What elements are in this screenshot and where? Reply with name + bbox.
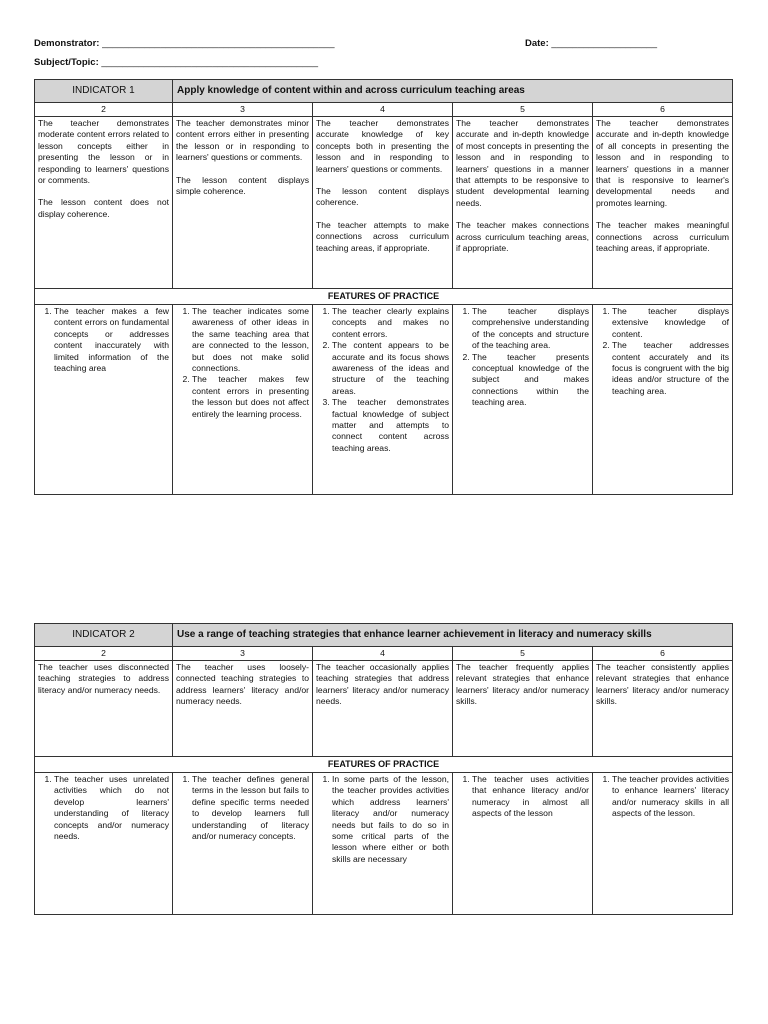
demonstrator-label: Demonstrator: [34,38,100,49]
indicator-label: INDICATOR 2 [35,624,173,647]
feature-item: 2. The teacher addresses content accurately and its focus is congruent with the big ideas and/or structure of the teaching area. [612,340,729,397]
level-cell: 5 [453,647,593,661]
descriptor-text: The lesson content displays simple coherence. [176,174,309,197]
features-of-practice-heading: FEATURES OF PRACTICE [35,757,733,773]
feature-item: 1. The teacher uses unrelated activities which do not develop learners' understanding of literacy concepts and/or numeracy needs. [54,774,169,842]
descriptor-cell [35,117,173,289]
level-row [35,647,733,661]
level-cell: 6 [593,647,733,661]
descriptor-text: The teacher demonstrates moderate content errors related to lesson concepts either in presenting the lesson or in responding to learners' questions or comments. [38,118,169,186]
descriptor-text: The teacher uses loosely-connected teaching strategies to address learners' literacy and/or numeracy needs. [176,662,309,707]
level-cell: 6 [593,103,733,117]
descriptor-cell [35,661,173,757]
descriptor-text: The lesson content does not display coherence. [38,197,169,219]
descriptor-text: The teacher attempts to make connections across curriculum teaching areas, if appropriate. [316,219,449,253]
descriptor-cell [453,661,593,757]
feature-item: 1. The teacher displays comprehensive understanding of the concepts and structure of the teaching area. [472,306,589,352]
features-cell [313,305,453,495]
descriptor-text: The teacher uses disconnected teaching strategies to address literacy and/or numeracy needs. [38,662,169,695]
indicator-label: INDICATOR 1 [35,80,173,103]
date-label: Date: [525,38,549,49]
indicator-title: Use a range of teaching strategies that enhance learner achievement in literacy and numeracy skills [173,624,733,647]
descriptor-text: The teacher consistently applies relevant strategies that enhance learners' literacy and/or numeracy skills. [596,662,730,707]
features-cell [313,773,453,915]
descriptor-cell [593,117,733,289]
feature-item: 1. The teacher indicates some awareness of other ideas in the same teaching area that are connected to the lesson, but does not make solid connections. [192,306,309,374]
feature-item: 1. In some parts of the lesson, the teacher provides activities which address learners' literacy and/or numeracy needs but fails to do so in some critical parts of the lesson where either or both skills are necessary [332,774,449,865]
feature-item: 1. The teacher clearly explains concepts and makes no content errors. [332,306,449,340]
level-cell: 3 [173,103,313,117]
subject-label: Subject/Topic: [34,57,99,68]
features-cell [453,773,593,915]
feature-item: 1. The teacher defines general terms in the lesson but fails to define specific terms needed to develop learners full understanding of literacy and/or numeracy concepts. [192,774,309,842]
descriptor-cell [313,117,453,289]
descriptor-cell [593,661,733,757]
descriptor-text: The teacher makes meaningful connections across curriculum teaching areas, if appropriate. [596,220,730,254]
demonstrator-field [34,38,335,49]
features-cell [173,773,313,915]
features-cell [593,773,733,915]
descriptor-cell [173,117,313,289]
features-cell [593,305,733,495]
indicator-title: Apply knowledge of content within and across curriculum teaching areas [173,80,733,103]
level-row [35,103,733,117]
feature-item: 2. The teacher makes few content errors in presenting the lesson but does not affect entirely the learning process. [192,374,309,420]
demonstrator-line[interactable]: ____________________________________________ [102,38,335,49]
descriptor-text: The teacher demonstrates minor content errors either in presenting the lesson or in responding to learners' questions or comments. [176,118,309,163]
level-cell: 2 [35,103,173,117]
descriptor-text: The teacher demonstrates accurate and in-depth knowledge of most concepts in presenting the lesson and in responding to learners' questions in a manner that attempts to be responsive to student developmental learning needs. [456,118,589,208]
indicator-1-table [34,79,733,495]
descriptor-cell [173,661,313,757]
descriptor-text: The lesson content displays coherence. [316,186,449,208]
features-of-practice-heading: FEATURES OF PRACTICE [35,289,733,305]
date-line[interactable]: ____________________ [551,38,658,49]
descriptor-text: The teacher makes connections across curriculum teaching areas, if appropriate. [456,220,589,254]
level-cell: 4 [313,647,453,661]
descriptor-row [35,661,733,757]
feature-item: 2. The content appears to be accurate and its focus shows awareness of the ideas and structure of the teaching areas. [332,340,449,397]
descriptor-text: The teacher demonstrates accurate knowledge of key concepts both in presenting the lesson and in responding to learners' questions or comments. [316,118,449,174]
feature-item: 2. The teacher presents conceptual knowledge of the subject and makes connections within the teaching area. [472,352,589,409]
feature-item: 1. The teacher provides activities to enhance learners' literacy and/or numeracy skills in all aspects of the lesson. [612,774,729,820]
descriptor-cell [453,117,593,289]
level-cell: 4 [313,103,453,117]
features-cell [453,305,593,495]
level-cell: 3 [173,647,313,661]
level-cell: 5 [453,103,593,117]
level-cell: 2 [35,647,173,661]
features-cell [173,305,313,495]
date-field [525,38,657,49]
features-row [35,305,733,495]
descriptor-row [35,117,733,289]
subject-line[interactable]: _________________________________________ [101,57,319,68]
descriptor-text: The teacher frequently applies relevant strategies that enhance learners' literacy and/or numeracy skills. [456,662,589,707]
indicator-2-table [34,623,733,915]
feature-item: 1. The teacher displays extensive knowledge of content. [612,306,729,340]
feature-item: 1. The teacher uses activities that enhance literacy and/or numeracy in almost all aspects of the lesson [472,774,589,820]
subject-field [34,57,318,68]
descriptor-cell [313,661,453,757]
features-cell [35,773,173,915]
features-cell [35,305,173,495]
descriptor-text: The teacher demonstrates accurate and in-depth knowledge of all concepts in presenting the lesson and in responding to learners' questions in a manner that is responsive to learner's developmental needs and promotes learning. [596,118,730,208]
feature-item: 3. The teacher demonstrates factual knowledge of subject matter and attempts to connect content across teaching areas. [332,397,449,454]
features-row [35,773,733,915]
descriptor-text: The teacher occasionally applies teaching strategies that address learners' literacy and/or numeracy needs. [316,662,449,707]
feature-item: 1. The teacher makes a few content errors on fundamental concepts or addresses content inaccurately with limited information of the teaching area [54,306,169,374]
